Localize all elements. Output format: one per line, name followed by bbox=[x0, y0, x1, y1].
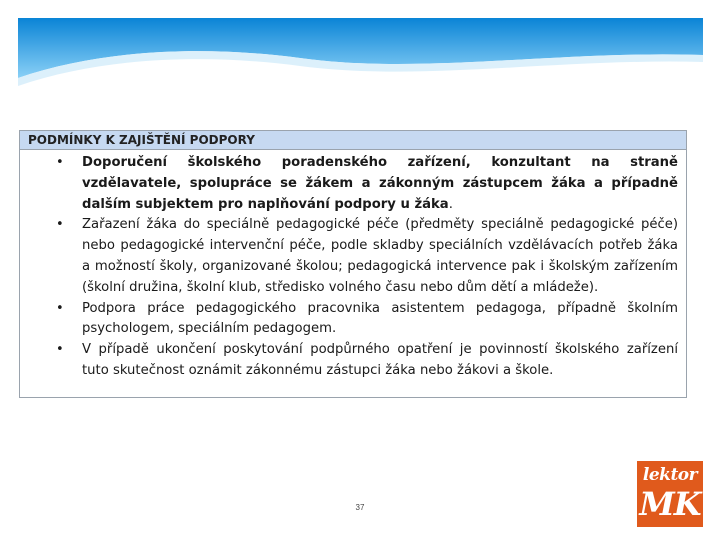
bullet-icon: • bbox=[56, 342, 64, 358]
list-item bbox=[30, 299, 678, 341]
list-item bbox=[30, 215, 678, 298]
header-banner bbox=[0, 0, 720, 110]
bullet-icon: • bbox=[56, 217, 64, 233]
list-item-text: Podpora práce pedagogického pracovnika asistentem pedagoga, případně školním psychologem, speciálním pedagogem. bbox=[82, 300, 678, 337]
lektor-mk-logo bbox=[637, 461, 703, 527]
bullet-icon: • bbox=[56, 300, 64, 316]
list-item bbox=[30, 340, 678, 382]
box-title: PODMÍNKY K ZAJIŠTĚNÍ PODPORY bbox=[20, 131, 686, 150]
bullet-icon: • bbox=[56, 155, 64, 170]
list-item bbox=[30, 153, 678, 215]
logo-line1: lektor bbox=[642, 465, 698, 485]
list-item-suffix: . bbox=[448, 196, 453, 212]
logo-line2: MK bbox=[639, 485, 701, 523]
list-item-text: V případě ukončení poskytování podpůrného opatření je povinností školského zařízení tuto skutečnost oznámit zákonnému zástupci žáka nebo žákovi a škole. bbox=[82, 342, 678, 378]
list-item-text: Zařazení žáka do speciálně pedagogické péče (předměty speciálně pedagogické péče) nebo pedagogické intervenční péče, podle skladby speciálních vzdělávacích potřeb žáka a možností školy, organizované školou; pedagogická intervence pak i školským zařízením (školní družina, školní klub, středisko volného času nebo dům dětí a mládeže). bbox=[82, 217, 678, 295]
page-number: 37 bbox=[355, 503, 365, 512]
list-item-text: Doporučení školského poradenského zařízení, konzultant na straně vzdělavatele, spolupráce se žákem a zákonným zástupcem žáka a případně dalším subjektem pro naplňování podpory u žáka bbox=[82, 155, 678, 212]
conditions-list bbox=[20, 150, 686, 382]
support-conditions-box bbox=[19, 130, 687, 398]
